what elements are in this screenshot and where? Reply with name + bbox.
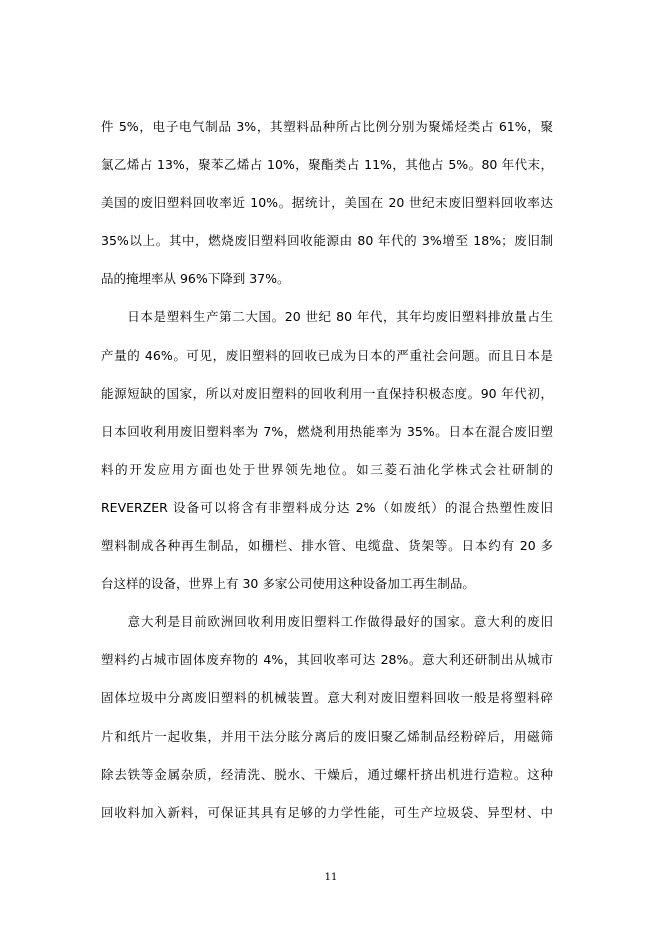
- text-line: 回收料加入新料，可保证其具有足够的力学性能，可生产垃圾袋、异型材、中: [101, 804, 553, 820]
- body-text: [101, 108, 553, 832]
- text-line: 能源短缺的国家，所以对废旧塑料的回收利用一直保持积极态度。90 年代初，: [101, 385, 553, 401]
- text-line: 日本回收利用废旧塑料率为 7%，燃烧利用热能率为 35%。日本在混合废旧塑: [101, 423, 553, 439]
- text-line: REVERZER 设备可以将含有非塑料成分达 2%（如废纸）的混合热塑性废旧: [101, 499, 553, 515]
- text-line: 品的掩埋率从 96%下降到 37%。: [101, 271, 290, 287]
- text-line: 美国的废旧塑料回收率近 10%。据统计，美国在 20 世纪末废旧塑料回收率达: [101, 195, 553, 211]
- text-line: 35%以上。其中，燃烧废旧塑料回收能源由 80 年代的 3%增至 18%；废旧制: [101, 233, 553, 249]
- text-line: 除去铁等金属杂质，经清洗、脱水、干燥后，通过螺杆挤出机进行造粒。这种: [101, 766, 553, 782]
- page-number: 11: [324, 872, 338, 883]
- text-line: 日本是塑料生产第二大国。20 世纪 80 年代，其年均废旧塑料排放量占生: [101, 309, 553, 325]
- text-line: 固体垃圾中分离废旧塑料的机械装置。意大利对废旧塑料回收一般是将塑料碎: [101, 690, 553, 706]
- text-line: 产量的 46%。可见，废旧塑料的回收已成为日本的严重社会问题。而且日本是: [101, 347, 553, 363]
- paragraph-italy-recycling: [101, 603, 553, 832]
- text-line: 片和纸片一起收集，并用干法分眩分离后的废旧聚乙烯制品经粉碎后，用磁筛: [101, 728, 553, 744]
- text-line: 意大利是目前欧洲回收利用废旧塑料工作做得最好的国家。意大利的废旧: [101, 614, 553, 630]
- text-line: 氯乙烯占 13%，聚苯乙烯占 10%，聚酯类占 11%，其他占 5%。80 年代末，: [101, 157, 553, 173]
- paragraph-usa-recycling: [101, 108, 553, 298]
- text-line: 台这样的设备，世界上有 30 多家公司使用这种设备加工再生制品。: [101, 576, 475, 592]
- text-line: 件 5%，电子电气制品 3%，其塑料品种所占比例分别为聚烯烃类占 61%，聚: [101, 119, 553, 134]
- paragraph-japan-recycling: [101, 298, 553, 603]
- text-line: 料的开发应用方面也处于世界领先地位。如三菱石油化学株式会社研制的: [101, 461, 553, 477]
- text-line: 塑料约占城市固体废弃物的 4%，其回收率可达 28%。意大利还研制出从城市: [101, 652, 553, 668]
- text-line: 塑料制成各种再生制品，如栅栏、排水管、电缆盘、货架等。日本约有 20 多: [101, 538, 553, 554]
